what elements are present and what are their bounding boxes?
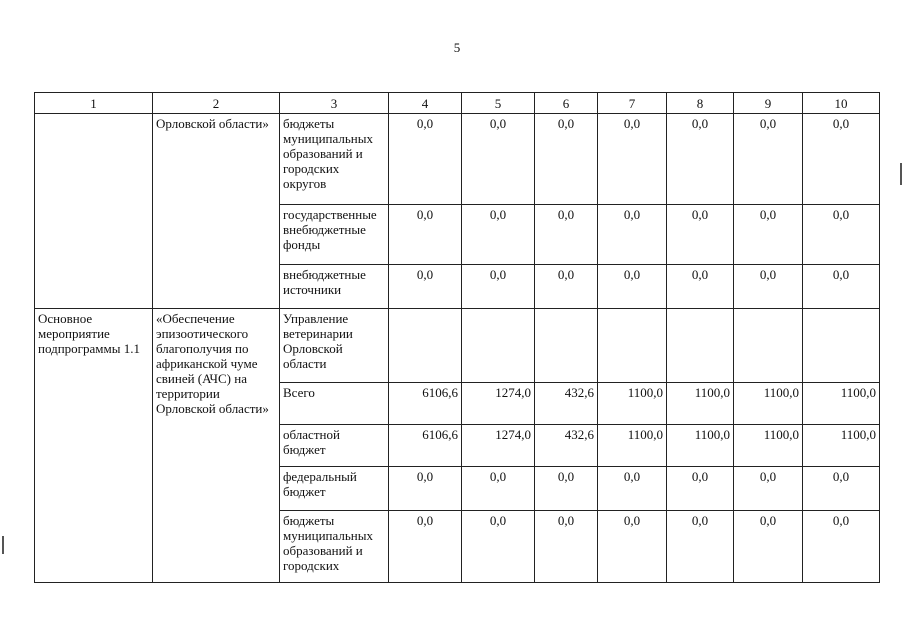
value-cell: 1100,0 xyxy=(598,425,667,467)
value-cell: 0,0 xyxy=(389,511,462,583)
value-cell: 0,0 xyxy=(803,511,880,583)
value-cell xyxy=(667,309,734,383)
value-cell xyxy=(803,309,880,383)
header-cell: 1 xyxy=(35,93,153,114)
scan-edge-mark-left xyxy=(2,536,4,554)
value-cell xyxy=(462,309,535,383)
value-cell: 1274,0 xyxy=(462,383,535,425)
value-cell: 0,0 xyxy=(667,467,734,511)
value-cell: 0,0 xyxy=(667,114,734,205)
value-cell: 0,0 xyxy=(389,265,462,309)
header-cell: 8 xyxy=(667,93,734,114)
value-cell: 0,0 xyxy=(462,467,535,511)
header-cell: 3 xyxy=(280,93,389,114)
value-cell: 0,0 xyxy=(598,467,667,511)
header-cell: 7 xyxy=(598,93,667,114)
value-cell: 6106,6 xyxy=(389,425,462,467)
budget-table xyxy=(34,92,880,583)
value-cell: 0,0 xyxy=(734,467,803,511)
value-cell: 0,0 xyxy=(535,205,598,265)
scan-edge-mark-right xyxy=(900,163,902,185)
page-number: 5 xyxy=(453,40,461,55)
value-cell: 0,0 xyxy=(462,511,535,583)
value-cell: 6106,6 xyxy=(389,383,462,425)
event-name-cell xyxy=(35,114,153,309)
value-cell: 0,0 xyxy=(462,265,535,309)
value-cell: 0,0 xyxy=(535,511,598,583)
value-cell: 0,0 xyxy=(598,511,667,583)
funding-source-cell: федеральный бюджет xyxy=(280,467,389,511)
value-cell: 1100,0 xyxy=(667,425,734,467)
value-cell: 0,0 xyxy=(389,114,462,205)
value-cell: 0,0 xyxy=(667,265,734,309)
value-cell: 0,0 xyxy=(462,114,535,205)
value-cell: 0,0 xyxy=(598,114,667,205)
header-cell: 4 xyxy=(389,93,462,114)
funding-source-cell: государственные внебюджетные фонды xyxy=(280,205,389,265)
value-cell: 432,6 xyxy=(535,425,598,467)
header-row xyxy=(35,93,880,114)
header-cell: 10 xyxy=(803,93,880,114)
value-cell: 1100,0 xyxy=(734,425,803,467)
table-row xyxy=(35,114,880,205)
funding-source-cell: бюджеты муниципальных образований и городских xyxy=(280,511,389,583)
value-cell: 1100,0 xyxy=(803,383,880,425)
event-name-cell: Основное мероприятие подпрограммы 1.1 xyxy=(35,309,153,583)
funding-source-cell: бюджеты муниципальных образований и городских округов xyxy=(280,114,389,205)
value-cell: 0,0 xyxy=(803,205,880,265)
value-cell: 432,6 xyxy=(535,383,598,425)
value-cell: 0,0 xyxy=(389,467,462,511)
funding-source-cell: областной бюджет xyxy=(280,425,389,467)
value-cell: 0,0 xyxy=(535,114,598,205)
value-cell: 0,0 xyxy=(803,265,880,309)
value-cell: 0,0 xyxy=(535,467,598,511)
value-cell: 1100,0 xyxy=(598,383,667,425)
value-cell: 0,0 xyxy=(598,265,667,309)
value-cell: 1100,0 xyxy=(667,383,734,425)
value-cell xyxy=(598,309,667,383)
funding-source-cell: Всего xyxy=(280,383,389,425)
event-description-cell: «Обеспечение эпизоотического благополучия по африканской чуме свиней (АЧС) на территории Орловской области» xyxy=(153,309,280,583)
funding-source-cell: внебюджетные источники xyxy=(280,265,389,309)
value-cell: 0,0 xyxy=(462,205,535,265)
value-cell: 1100,0 xyxy=(803,425,880,467)
value-cell: 0,0 xyxy=(535,265,598,309)
value-cell: 0,0 xyxy=(734,114,803,205)
value-cell: 0,0 xyxy=(734,205,803,265)
header-cell: 9 xyxy=(734,93,803,114)
header-cell: 5 xyxy=(462,93,535,114)
value-cell: 0,0 xyxy=(734,265,803,309)
value-cell: 0,0 xyxy=(389,205,462,265)
value-cell xyxy=(535,309,598,383)
value-cell xyxy=(389,309,462,383)
value-cell: 1100,0 xyxy=(734,383,803,425)
value-cell: 0,0 xyxy=(667,205,734,265)
value-cell: 0,0 xyxy=(734,511,803,583)
funding-source-cell: Управление ветеринарии Орловской области xyxy=(280,309,389,383)
value-cell: 1274,0 xyxy=(462,425,535,467)
header-cell: 6 xyxy=(535,93,598,114)
value-cell: 0,0 xyxy=(803,467,880,511)
value-cell xyxy=(734,309,803,383)
header-cell: 2 xyxy=(153,93,280,114)
event-description-cell: Орловской области» xyxy=(153,114,280,309)
value-cell: 0,0 xyxy=(598,205,667,265)
value-cell: 0,0 xyxy=(803,114,880,205)
table-row xyxy=(35,309,880,383)
value-cell: 0,0 xyxy=(667,511,734,583)
